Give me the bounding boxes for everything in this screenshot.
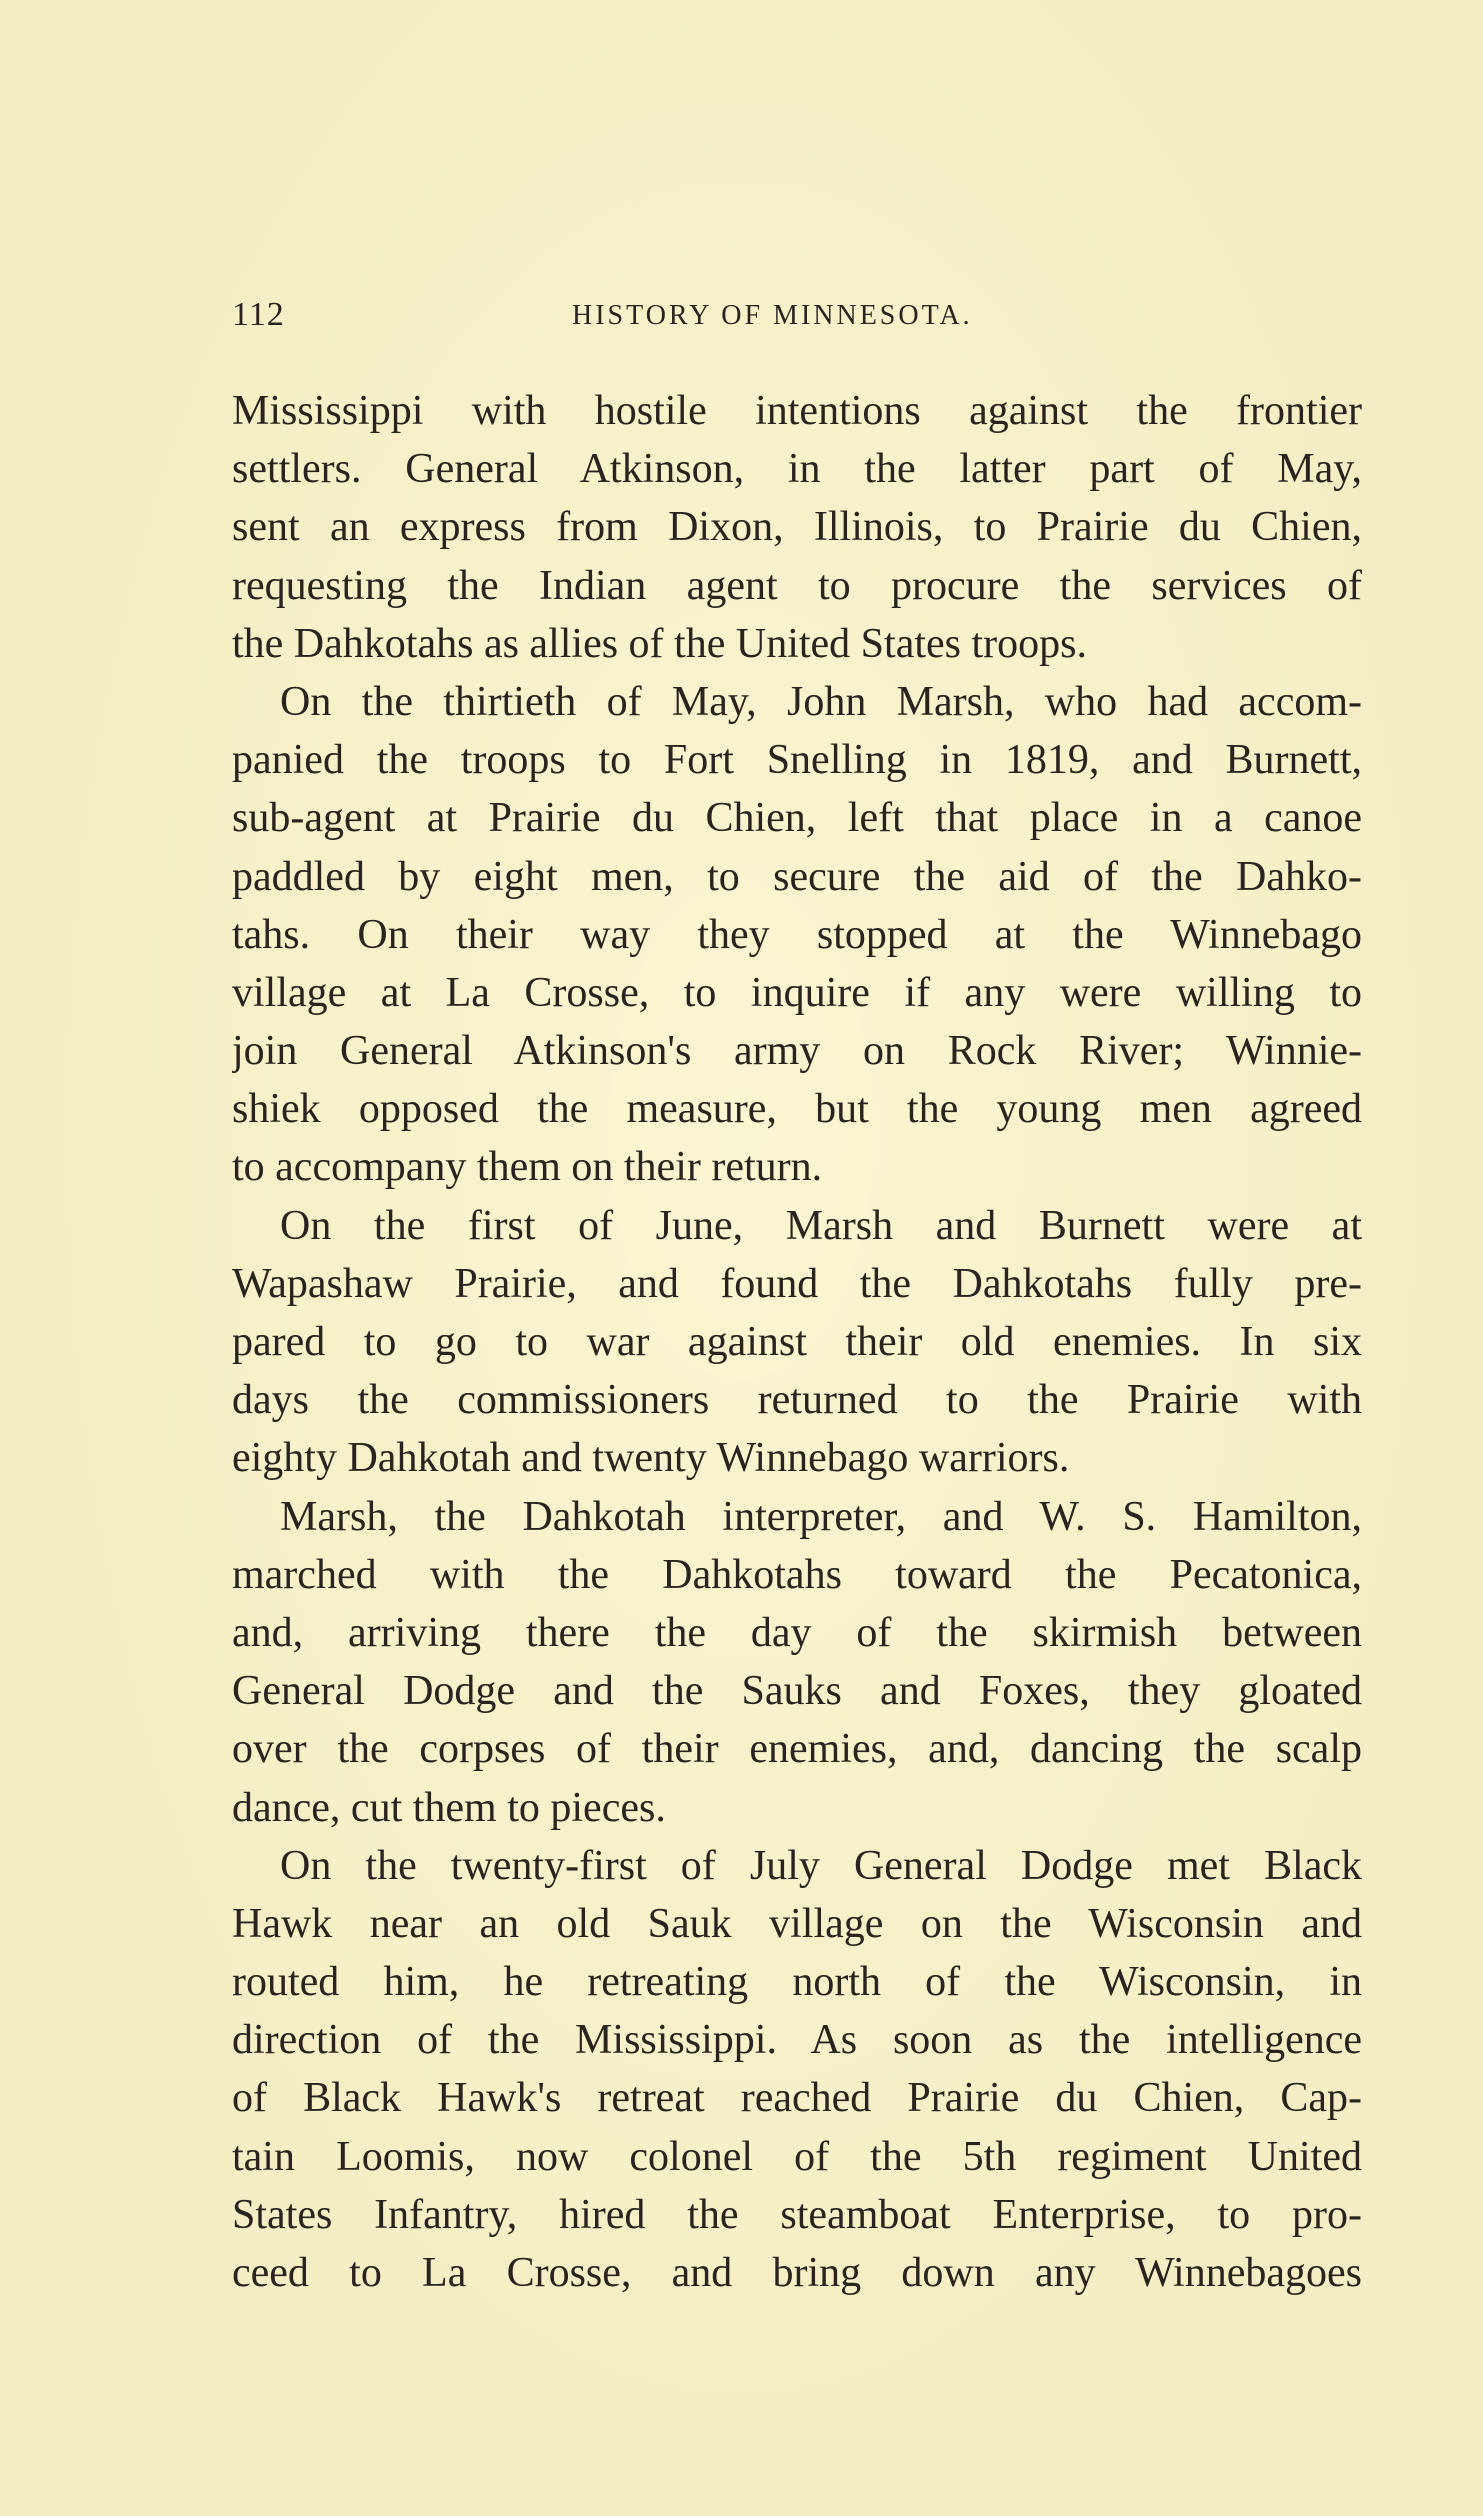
page-number: 112 xyxy=(232,296,285,333)
text-line: days the commissioners returned to the Prairie with xyxy=(232,1377,1362,1424)
text-line: requesting the Indian agent to procure the services of xyxy=(232,562,1362,609)
text-line: shiek opposed the measure, but the young men agreed xyxy=(232,1086,1362,1133)
text-line: join General Atkinson's army on Rock River; Winnie- xyxy=(232,1028,1362,1075)
text-line: On the twenty-first of July General Dodge met Black xyxy=(280,1842,1362,1889)
text-line: ceed to La Crosse, and bring down any Winnebagoes xyxy=(232,2250,1362,2296)
text-line: routed him, he retreating north of the Wisconsin, in xyxy=(232,1959,1362,2006)
text-line: marched with the Dahkotahs toward the Pecatonica, xyxy=(232,1551,1362,1598)
text-line: dance, cut them to pieces. xyxy=(232,1784,666,1831)
text-line: On the first of June, Marsh and Burnett were at xyxy=(280,1202,1362,1249)
running-head xyxy=(232,296,1362,346)
text-line: Hawk near an old Sauk village on the Wisconsin and xyxy=(232,1900,1362,1947)
text-line: sub-agent at Prairie du Chien, left that place in a canoe xyxy=(232,795,1362,842)
text-line: tahs. On their way they stopped at the Winnebago xyxy=(232,911,1362,958)
running-title: HISTORY OF MINNESOTA. xyxy=(572,300,973,331)
text-line: to accompany them on their return. xyxy=(232,1144,823,1191)
text-line: Mississippi with hostile intentions against the frontier xyxy=(232,388,1362,434)
text-line: of Black Hawk's retreat reached Prairie du Chien, Cap- xyxy=(232,2075,1362,2122)
text-line: tain Loomis, now colonel of the 5th regiment United xyxy=(232,2133,1362,2180)
text-line: panied the troops to Fort Snelling in 1819, and Burnett, xyxy=(232,737,1362,784)
text-line: On the thirtieth of May, John Marsh, who had accom- xyxy=(280,678,1362,725)
body-text xyxy=(232,382,1362,2302)
text-line: Marsh, the Dahkotah interpreter, and W. S. Hamilton, xyxy=(280,1493,1362,1540)
text-line: direction of the Mississippi. As soon as the intelligence xyxy=(232,2017,1362,2064)
text-line: village at La Crosse, to inquire if any were willing to xyxy=(232,969,1362,1016)
text-line: eighty Dahkotah and twenty Winnebago warriors. xyxy=(232,1435,1070,1482)
text-line: the Dahkotahs as allies of the United States troops. xyxy=(232,620,1087,667)
text-line: paddled by eight men, to secure the aid of the Dahko- xyxy=(232,853,1362,900)
text-line: settlers. General Atkinson, in the latter part of May, xyxy=(232,446,1362,493)
text-line: pared to go to war against their old enemies. In six xyxy=(232,1319,1362,1365)
text-line: over the corpses of their enemies, and, dancing the scalp xyxy=(232,1726,1362,1773)
text-line: and, arriving there the day of the skirmish between xyxy=(232,1609,1362,1656)
text-line: States Infantry, hired the steamboat Enterprise, to pro- xyxy=(232,2191,1362,2238)
text-line: sent an express from Dixon, Illinois, to Prairie du Chien, xyxy=(232,504,1362,551)
text-line: Wapashaw Prairie, and found the Dahkotahs fully pre- xyxy=(232,1260,1362,1307)
text-line: General Dodge and the Sauks and Foxes, they gloated xyxy=(232,1668,1362,1715)
